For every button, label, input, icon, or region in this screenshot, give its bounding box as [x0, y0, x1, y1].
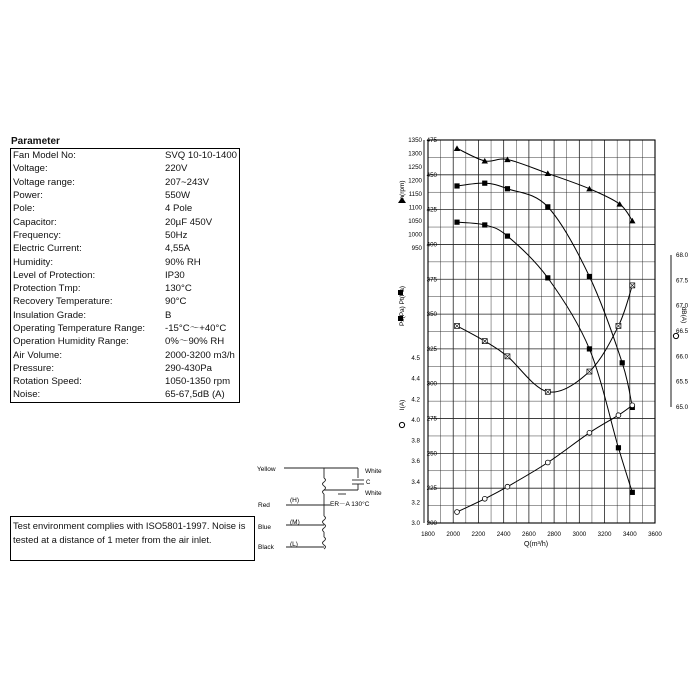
data-point	[454, 220, 459, 225]
data-point	[616, 413, 621, 418]
chart-axes	[398, 137, 689, 538]
speed-m-label: (M)	[290, 519, 300, 526]
data-point	[587, 346, 592, 351]
x-tick-label: 2600	[522, 531, 536, 538]
current-tick-label: 4.5	[411, 355, 420, 362]
data-point	[587, 274, 592, 279]
data-point	[455, 510, 460, 515]
parameter-key: Insulation Grade:	[13, 309, 87, 321]
wire-red-label: Red	[258, 502, 270, 509]
current-tick-label: 4.4	[411, 375, 420, 383]
parameter-value: 130°C	[165, 283, 192, 295]
parameter-key: Operating Temperature Range:	[13, 323, 146, 334]
parameter-key: Electric Current:	[13, 243, 82, 255]
wire-blue-label: Blue	[258, 524, 272, 531]
parameter-value: 220V	[165, 163, 188, 175]
parameter-value: 20µF 450V	[165, 216, 213, 228]
pressure-tick-label: 275	[426, 415, 437, 423]
data-point	[630, 283, 635, 288]
pressure-tick-label: 425	[426, 206, 437, 214]
data-point	[505, 354, 510, 359]
parameter-value: -15°C～+40°C	[165, 323, 227, 334]
parameter-key: Level of Protection:	[13, 269, 96, 281]
wire-yellow-label: Yellow	[257, 466, 276, 473]
pressure-tick-label: 300	[426, 380, 437, 388]
parameter-value: SVQ 10-10-1400	[165, 150, 237, 162]
speed-tick-label: 1350	[408, 137, 422, 144]
capacitor-label: C	[366, 480, 371, 486]
parameter-key: Pressure:	[13, 362, 55, 374]
x-tick-label: 3600	[648, 531, 662, 538]
data-point	[482, 339, 487, 344]
test-note: Test environment complies with ISO5801-1997. Noise is tested at a distance of 1 meter from the air inlet.	[10, 516, 255, 561]
thermal-protector-label: ER－A 130°C	[330, 501, 370, 508]
parameter-key: Protection Tmp:	[13, 283, 81, 295]
data-point	[482, 181, 487, 186]
wire-black-label: Black	[258, 544, 274, 551]
chart-grid	[428, 140, 655, 523]
speed-tick-label: 1150	[408, 191, 422, 198]
pressure-axis-label: Ps(Pa) Pt(Pa)	[399, 285, 406, 327]
noise-axis-label: dB(A)	[680, 306, 687, 324]
x-tick-label: 3000	[572, 531, 587, 538]
parameter-value: 550W	[165, 190, 191, 202]
pressure-tick-label: 325	[426, 345, 437, 353]
parameter-value: 4,55A	[165, 243, 191, 255]
data-point	[505, 484, 510, 489]
data-point	[545, 170, 551, 176]
speed-tick-label: 950	[411, 245, 422, 252]
x-axis-label: Q(m³/h)	[523, 541, 549, 548]
noise-tick-label: 65.5	[676, 378, 689, 386]
data-point	[505, 233, 510, 238]
parameter-value: 50Hz	[165, 229, 188, 241]
parameter-value: 207~243V	[165, 176, 210, 188]
parameter-key: Power:	[13, 190, 43, 202]
pressure-tick-label: 250	[426, 450, 437, 458]
data-point	[454, 145, 460, 151]
current-axis-label: I(A)	[399, 399, 406, 411]
noise-tick-label: 67.5	[676, 277, 689, 285]
parameter-key: Voltage range:	[13, 176, 75, 188]
parameter-value: 2000-3200 m3/h	[165, 349, 235, 361]
parameter-key: Operation Humidity Range:	[13, 336, 129, 348]
series-line	[457, 405, 632, 512]
speed-tick-label: 1000	[408, 231, 422, 239]
speed-tick-label: 1300	[408, 150, 422, 158]
series-line	[457, 222, 632, 492]
chart-markers	[454, 145, 636, 514]
data-point	[545, 389, 550, 394]
data-point	[482, 496, 487, 501]
data-point	[630, 403, 635, 408]
current-tick-label: 3.0	[411, 520, 420, 527]
pressure-tick-label: 450	[426, 171, 437, 179]
series-line	[457, 183, 632, 407]
wire-white-bottom-label: White	[365, 490, 382, 497]
speed-tick-label: 1050	[408, 218, 422, 225]
data-point	[587, 430, 592, 435]
parameter-key: Capacitor:	[13, 216, 57, 228]
data-point	[616, 201, 622, 207]
parameter-value: IP30	[165, 269, 185, 281]
current-tick-label: 3.8	[411, 437, 420, 445]
parameter-key: Voltage:	[13, 163, 48, 175]
speed-axis-label: n(rpm)	[399, 180, 406, 200]
data-point	[630, 490, 635, 495]
speed-tick-label: 1100	[408, 204, 422, 212]
data-point	[616, 323, 621, 328]
current-legend-marker	[399, 422, 404, 427]
parameter-key: Air Volume:	[13, 349, 63, 361]
speed-l-label: (L)	[290, 541, 298, 548]
x-tick-label: 1800	[421, 531, 435, 538]
pressure-tick-label: 225	[426, 485, 437, 493]
current-tick-label: 3.4	[411, 478, 420, 486]
parameter-key: Fan Model No:	[13, 150, 76, 162]
current-tick-label: 4.2	[411, 396, 420, 404]
data-point	[616, 445, 621, 450]
data-point	[545, 275, 550, 280]
current-tick-label: 4.0	[411, 416, 420, 424]
pressure-tick-label: 350	[426, 311, 437, 319]
parameter-value: 1050-1350 rpm	[165, 376, 231, 388]
x-tick-label: 2800	[547, 531, 561, 538]
parameter-value: 90% RH	[165, 256, 201, 268]
data-point	[545, 460, 550, 465]
parameter-key: Rotation Speed:	[13, 376, 82, 388]
x-tick-label: 3400	[622, 531, 637, 538]
data-point	[586, 186, 592, 192]
chart-curves	[457, 148, 632, 512]
data-point	[505, 186, 510, 191]
wire-white-top-label: White	[365, 468, 382, 475]
data-point	[545, 204, 550, 209]
speed-tick-label: 1250	[408, 164, 422, 171]
parameter-title: Parameter	[11, 136, 60, 147]
pressure-tick-label: 200	[426, 520, 437, 527]
parameter-value: 4 Pole	[165, 203, 193, 215]
speed-h-label: (H)	[290, 497, 300, 504]
x-tick-label: 3200	[597, 531, 612, 538]
noise-tick-label: 66.5	[676, 328, 689, 335]
current-tick-label: 3.6	[411, 458, 420, 466]
parameter-key: Noise:	[13, 389, 41, 401]
parameter-key: Humidity:	[13, 256, 53, 268]
x-tick-label: 2000	[446, 531, 461, 538]
parameter-value: 0%～90% RH	[165, 336, 225, 348]
data-point	[455, 323, 460, 328]
noise-tick-label: 68.0	[676, 252, 689, 259]
parameter-key: Pole:	[13, 203, 35, 215]
noise-tick-label: 67.0	[676, 302, 689, 310]
parameter-value: 65-67,5dB (A)	[165, 389, 225, 401]
data-point	[454, 183, 459, 188]
parameter-value: 290-430Pa	[165, 362, 212, 374]
parameter-value: 90°C	[165, 296, 187, 308]
data-point	[482, 222, 487, 227]
pressure-tick-label: 375	[426, 276, 437, 284]
parameter-value: B	[165, 309, 172, 321]
speed-tick-label: 1200	[408, 177, 422, 185]
parameter-key: Recovery Temperature:	[13, 296, 113, 308]
parameter-key: Frequency:	[13, 229, 61, 241]
noise-tick-label: 65.0	[676, 404, 689, 411]
current-tick-label: 3.2	[411, 499, 420, 507]
noise-tick-label: 66.0	[676, 353, 689, 361]
data-point	[620, 360, 625, 365]
pressure-tick-label: 400	[426, 241, 437, 249]
data-point	[587, 369, 592, 374]
x-tick-label: 2400	[496, 531, 511, 538]
pressure-tick-label: 475	[426, 137, 437, 144]
x-tick-label: 2200	[471, 531, 486, 538]
